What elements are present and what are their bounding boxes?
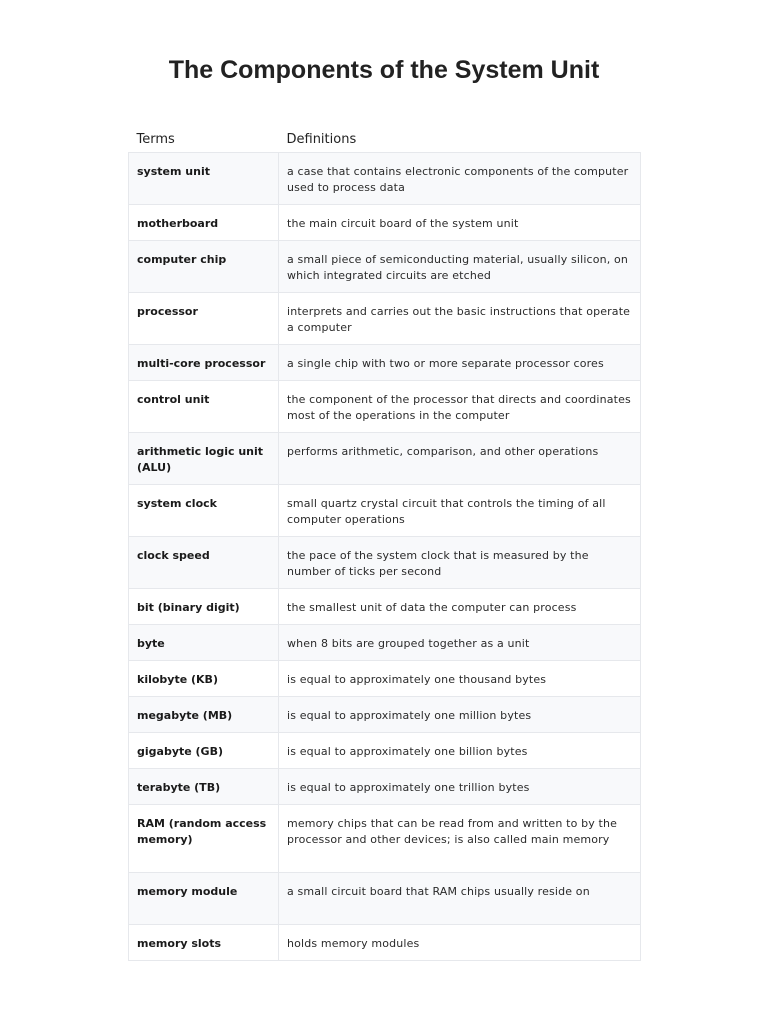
definition-cell: is equal to approximately one trillion bytes <box>279 769 641 805</box>
definition-cell: holds memory modules <box>279 925 641 961</box>
definition-cell: memory chips that can be read from and written to by the processor and other devices; is also called main memory <box>279 805 641 873</box>
term-cell: memory slots <box>129 925 279 961</box>
term-cell: RAM (random access memory) <box>129 805 279 873</box>
definition-cell: the smallest unit of data the computer can process <box>279 589 641 625</box>
terms-column-header: Terms <box>136 131 175 147</box>
term-cell: memory module <box>129 873 279 925</box>
table-row <box>129 925 641 961</box>
definition-cell: is equal to approximately one thousand bytes <box>279 661 641 697</box>
table-row <box>129 873 641 925</box>
term-cell: terabyte (TB) <box>129 769 279 805</box>
definition-cell: a small circuit board that RAM chips usually reside on <box>279 873 641 925</box>
definition-cell: the main circuit board of the system unit <box>279 205 641 241</box>
term-cell: megabyte (MB) <box>129 697 279 733</box>
table-row <box>129 345 641 381</box>
term-cell: system unit <box>129 153 279 205</box>
term-cell: bit (binary digit) <box>129 589 279 625</box>
definition-cell: a small piece of semiconducting material, usually silicon, on which integrated circuits are etched <box>279 241 641 293</box>
term-cell: gigabyte (GB) <box>129 733 279 769</box>
table-row <box>129 769 641 805</box>
table-body <box>129 153 641 961</box>
term-cell: motherboard <box>129 205 279 241</box>
header-row <box>129 126 641 153</box>
term-cell: multi-core processor <box>129 345 279 381</box>
table-row <box>129 805 641 873</box>
definitions-column-header: Definitions <box>286 131 357 147</box>
definition-cell: a single chip with two or more separate processor cores <box>279 345 641 381</box>
term-cell: byte <box>129 625 279 661</box>
term-cell: processor <box>129 293 279 345</box>
term-cell: clock speed <box>129 537 279 589</box>
table-row <box>129 625 641 661</box>
term-cell: kilobyte (KB) <box>129 661 279 697</box>
table-row <box>129 241 641 293</box>
table-row <box>129 589 641 625</box>
table-row <box>129 733 641 769</box>
table-row <box>129 537 641 589</box>
definition-cell: the pace of the system clock that is measured by the number of ticks per second <box>279 537 641 589</box>
table-header <box>129 126 641 153</box>
page-title: The Components of the System Unit <box>168 56 600 84</box>
definition-cell: the component of the processor that directs and coordinates most of the operations in the computer <box>279 381 641 433</box>
table-row <box>129 697 641 733</box>
definition-cell: small quartz crystal circuit that controls the timing of all computer operations <box>279 485 641 537</box>
definition-cell: performs arithmetic, comparison, and other operations <box>279 433 641 485</box>
definition-cell: a case that contains electronic components of the computer used to process data <box>279 153 641 205</box>
term-cell: arithmetic logic unit (ALU) <box>129 433 279 485</box>
term-cell: control unit <box>129 381 279 433</box>
table-row <box>129 661 641 697</box>
table-row <box>129 293 641 345</box>
definition-cell: interprets and carries out the basic instructions that operate a computer <box>279 293 641 345</box>
definition-cell: when 8 bits are grouped together as a unit <box>279 625 641 661</box>
table-row <box>129 205 641 241</box>
table-row <box>129 485 641 537</box>
table-row <box>129 153 641 205</box>
definition-cell: is equal to approximately one million bytes <box>279 697 641 733</box>
term-cell: computer chip <box>129 241 279 293</box>
table-row <box>129 381 641 433</box>
terms-table <box>128 126 641 961</box>
table-row <box>129 433 641 485</box>
term-cell: system clock <box>129 485 279 537</box>
definition-cell: is equal to approximately one billion bytes <box>279 733 641 769</box>
